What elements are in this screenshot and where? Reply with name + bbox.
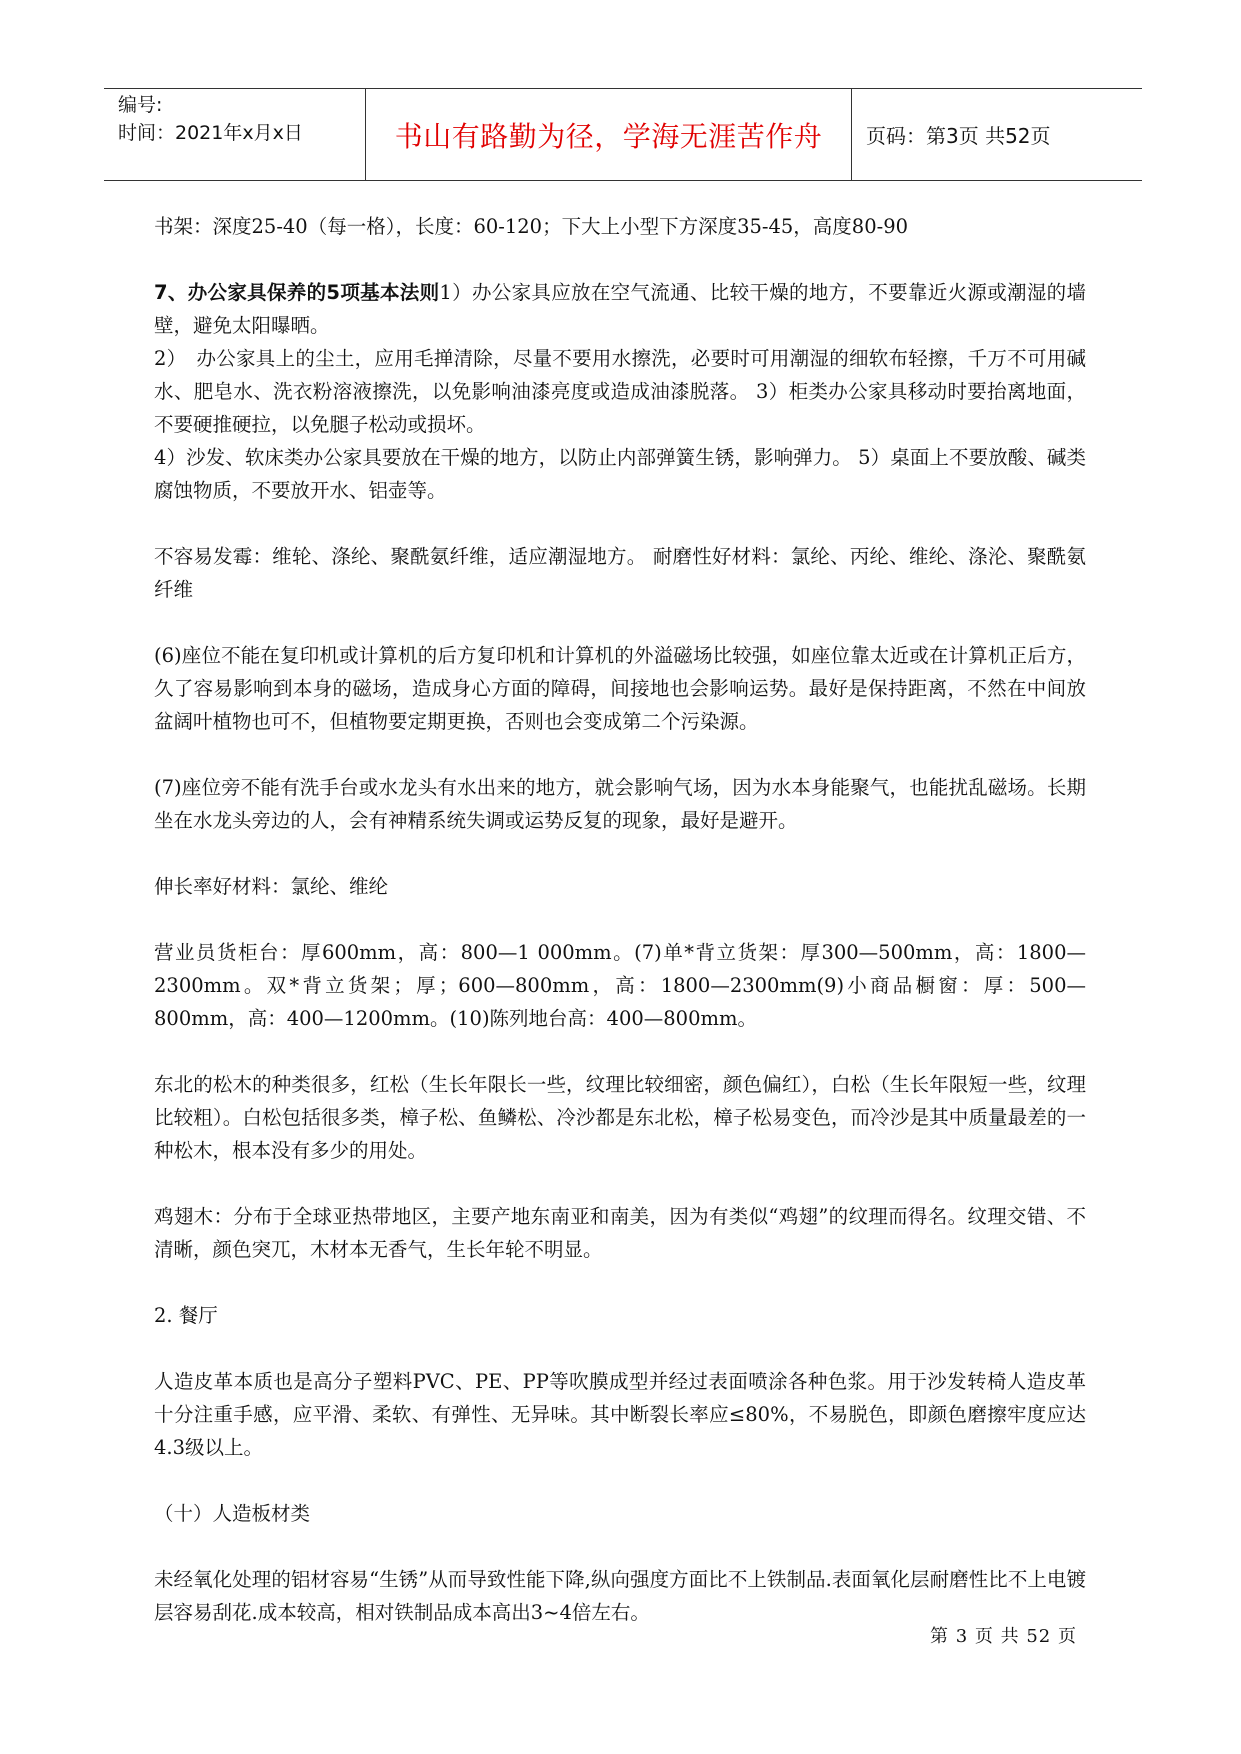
paragraph-dust-cleaning: 2） 办公家具上的尘土，应用毛掸清除，尽量不要用水擦洗，必要时可用潮湿的细软布轻擦，千万不可用碱水、肥皂水、洗衣粉溶液擦洗，以免影响油漆亮度或造成油漆脱落。 3）柜类办公家具移动时要抬离地面，不要硬推硬拉，以免腿子松动或损坏。: [154, 347, 1086, 436]
document-time-label: 时间：2021年x月x日: [118, 122, 303, 144]
paragraph-wenge-wood: 鸡翅木：分布于全球亚热带地区，主要产地东南亚和南美，因为有类似“鸡翅”的纹理而得名。纹理交错、不清晰，颜色突兀，木材本无香气，生长年轮不明显。: [154, 1205, 1086, 1261]
paragraph-counter-sizes: 营业员货柜台：厚600mm，高：800—1 000mm。(7)单*背立货架：厚300—500mm，高：1800—2300mm。双*背立货架；厚；600—800mm，高：1800—2300mm(9)小商品橱窗：厚：500—800mm，高：400—1200mm。(10)陈列地台高：400—800mm。: [154, 941, 1086, 1030]
paragraph-aluminum: 未经氧化处理的铝材容易“生锈”从而导致性能下降,纵向强度方面比不上铁制品.表面氧化层耐磨性比不上电镀层容易刮花.成本较高，相对铁制品成本高出3~4倍左右。: [154, 1568, 1086, 1624]
document-body: [154, 210, 1086, 1662]
paragraph-artificial-leather: 人造皮革本质也是高分子塑料PVC、PE、PP等吹膜成型并经过表面喷涂各种色浆。用于沙发转椅人造皮革十分注重手感，应平滑、柔软、有弹性、无异味。其中断裂长率应≤80%，不易脱色，即颜色磨擦牢度应达4.3级以上。: [154, 1370, 1086, 1459]
header-page-number: 页码：第3页 共52页: [866, 124, 1051, 148]
paragraph-dining-room: 2. 餐厅: [154, 1304, 218, 1327]
document-number-label: 编号:: [118, 94, 163, 116]
paragraph-elongation: 伸长率好材料：氯纶、维纶: [154, 875, 389, 898]
page-footer: 第 3 页 共 52 页: [930, 1626, 1077, 1647]
paragraph-fiber-materials: 不容易发霉：维轮、涤纶、聚酰氨纤维，适应潮湿地方。 耐磨性好材料：氯纶、丙纶、维纶、涤沦、聚酰氨纤维: [154, 545, 1086, 601]
header-meta: [104, 89, 366, 180]
paragraph-bookshelf: 书架：深度25-40（每一格），长度：60-120；下大上小型下方深度35-45，高度80-90: [154, 215, 909, 238]
section-heading: 7、办公家具保养的5项基本法则: [154, 281, 440, 304]
page-header: [104, 88, 1142, 181]
paragraph-maintenance-rules: [154, 276, 1086, 342]
paragraph-seat-faucet: (7)座位旁不能有洗手台或水龙头有水出来的地方，就会影响气场，因为水本身能聚气，也能扰乱磁场。长期坐在水龙头旁边的人，会有神精系统失调或运势反复的现象，最好是避开。: [154, 776, 1086, 832]
paragraph-seat-copier: (6)座位不能在复印机或计算机的后方复印机和计算机的外溢磁场比较强，如座位靠太近或在计算机正后方，久了容易影响到本身的磁场，造成身心方面的障碍，间接地也会影响运势。最好是保持距离，不然在中间放盆阔叶植物也可不，但植物要定期更换，否则也会变成第二个污染源。: [154, 644, 1086, 733]
paragraph-sofa-care: 4）沙发、软床类办公家具要放在干燥的地方，以防止内部弹簧生锈，影响弹力。 5）桌面上不要放酸、碱类腐蚀物质，不要放开水、铝壶等。: [154, 446, 1086, 502]
paragraph-panel-heading: （十）人造板材类: [154, 1502, 311, 1525]
header-motto: 书山有路勤为径，学海无涯苦作舟: [366, 89, 852, 180]
paragraph-text: 1）办公家具应放在空气流通、比较干燥的地方，不要靠近火源或潮湿的墙壁，避免太阳曝晒。: [154, 281, 1086, 337]
paragraph-pine-wood: 东北的松木的种类很多，红松（生长年限长一些，纹理比较细密，颜色偏红），白松（生长年限短一些，纹理比较粗）。白松包括很多类，樟子松、鱼鳞松、冷沙都是东北松，樟子松易变色，而冷沙是其中质量最差的一种松木，根本没有多少的用处。: [154, 1073, 1086, 1162]
